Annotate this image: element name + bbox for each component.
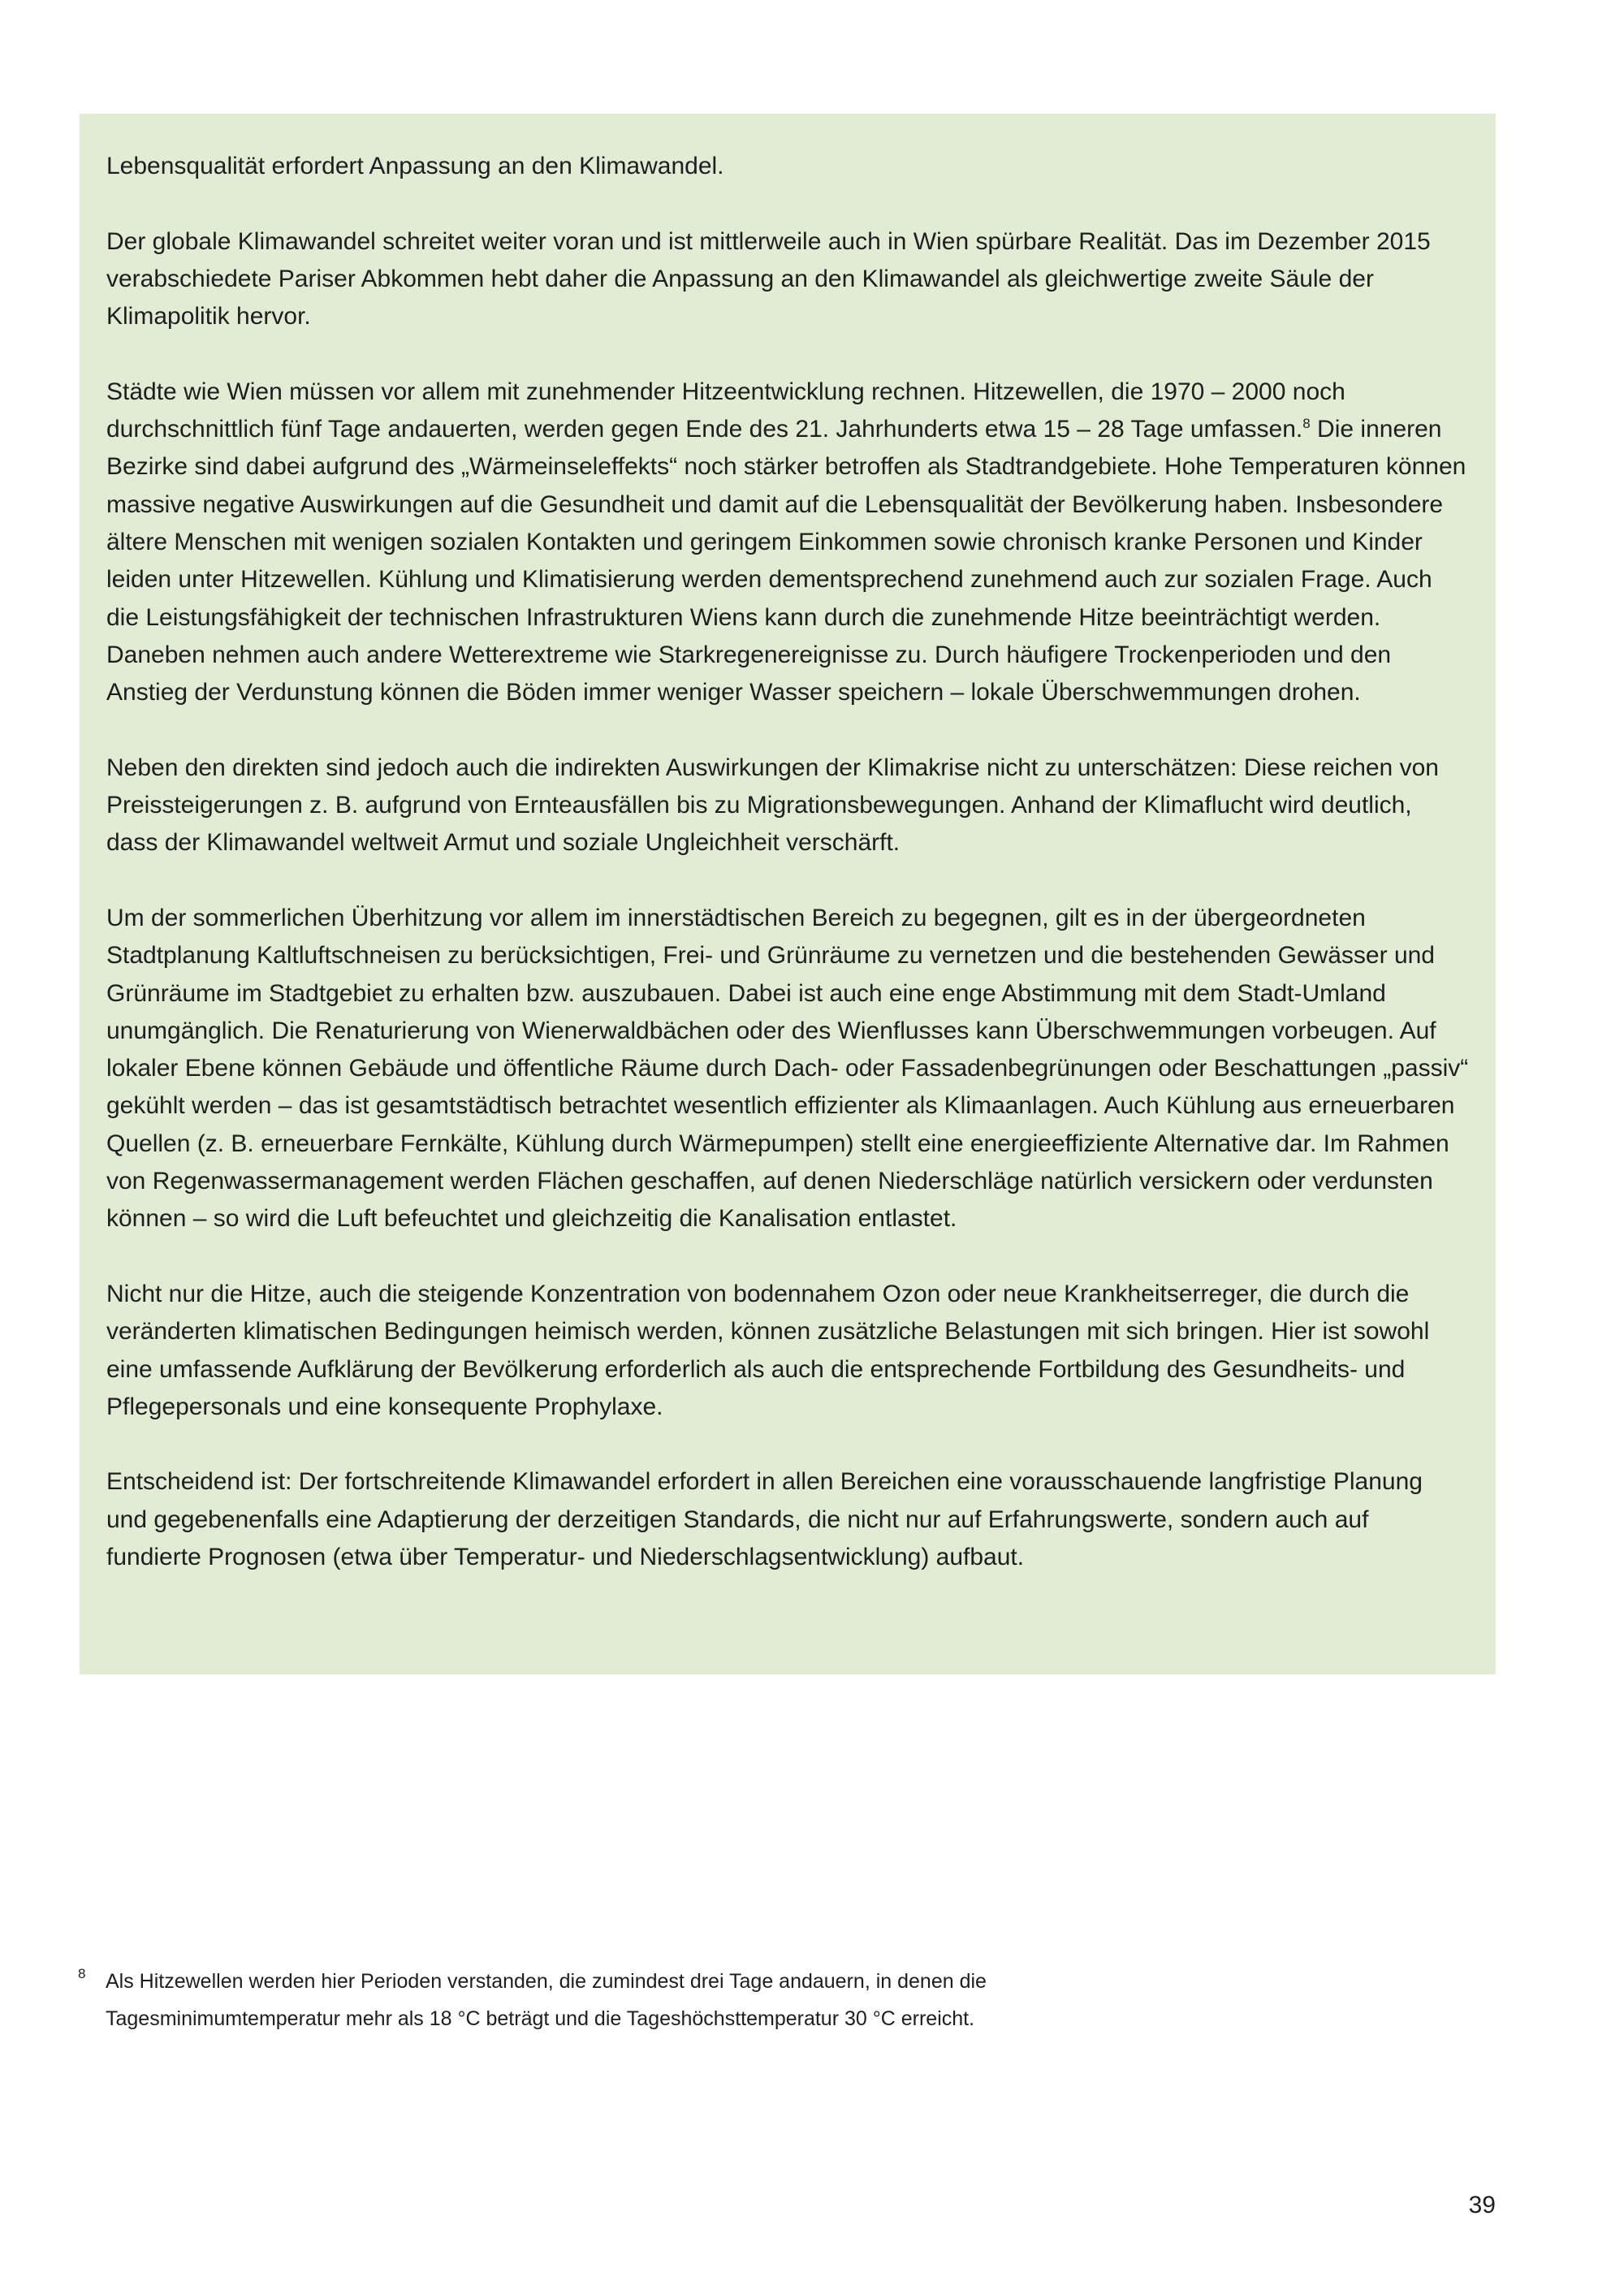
page-number: 39 — [1468, 2192, 1496, 2218]
box-paragraph-1: Der globale Klimawandel schreitet weiter voran und ist mittlerweile auch in Wien spürbare Realität. Das im Dezember 2015 verabschiedete Pariser Abkommen hebt daher die Anpassung an den Klimawandel als gleichwertige zweite Säule der Klimapolitik hervor. — [106, 227, 1431, 330]
box-title: Lebensqualität erfordert Anpassung an den Klimawandel. — [106, 153, 724, 179]
footnote-text: Als Hitzewellen werden hier Perioden verstanden, die zumindest drei Tage andauern, in denen die Tagesminimumtemperatur mehr als 18 °C beträgt und die Tageshöchsttemperatur 30 °C erreicht. — [106, 1970, 987, 2031]
box-paragraph-5: Nicht nur die Hitze, auch die steigende Konzentration von bodennahem Ozon oder neue Krankheitserreger, die durch die veränderten klimatischen Bedingungen heimisch werden, können zusätzliche Belastungen mit sich bringen. Hier ist sowohl eine umfassende Aufklärung der Bevölkerung erforderlich als auch die entsprechende Fortbildung des Gesundheits- und Pflegepersonals und eine konsequente Prophylaxe. — [106, 1280, 1430, 1420]
box-paragraph-4: Um der sommerlichen Überhitzung vor allem im innerstädtischen Bereich zu begegnen, gilt es in der übergeordneten Stadtplanung Kaltluftschneisen zu berücksichtigen, Frei- und Grünräume zu vernetzen und die bestehenden Gewässer und Grünräume im Stadtgebiet zu erhalten bzw. auszubauen. Dabei ist auch eine enge Abstimmung mit dem Stadt-Umland unumgänglich. Die Renaturierung von Wienerwaldbächen oder des Wienflusses kann Überschwemmungen vorbeugen. Auf lokaler Ebene können Gebäude und öffentliche Räume durch Dach- oder Fassadenbegrünungen oder Beschattungen „passiv“ gekühlt werden – das ist gesamtstädtisch betrachtet wesentlich effizienter als Klimaanlagen. Auch Kühlung aus erneuerbaren Quellen (z. B. erneuerbare Fernkälte, Kühlung durch Wärmepumpen) stellt eine energieeffiziente Alternative dar. Im Rahmen von Regenwassermanagement werden Flächen geschaffen, auf denen Niederschläge natürlich versickern oder verdunsten können – so wird die Luft befeuchtet und gleichzeitig die Kanalisation entlastet. — [106, 904, 1469, 1233]
box-paragraph-2 — [106, 374, 1470, 712]
box-paragraph-2-part-2: Die inneren Bezirke sind dabei aufgrund des „Wärmeinseleffekts“ noch stärker betroffen als Stadtrandgebiete. Hohe Temperaturen können massive negative Auswirkungen auf die Gesundheit und damit auf die Lebensqualität der Bevölkerung haben. Insbesondere ältere Menschen mit wenigen sozialen Kontakten und geringem Einkommen sowie chronisch kranke Personen und Kinder leiden unter Hitzewellen. Kühlung und Klimatisierung werden dementsprechend zunehmend auch zur sozialen Frage. Auch die Leistungsfähigkeit der technischen Infrastrukturen Wiens kann durch die zunehmende Hitze beeinträchtigt werden. Daneben nehmen auch andere Wetterextreme wie Starkregenereignisse zu. Durch häufigere Trockenperioden und den Anstieg der Verdunstung können die Böden immer weniger Wasser speichern – lokale Überschwemmungen drohen. — [106, 416, 1466, 706]
box-paragraph-2-part-1: Städte wie Wien müssen vor allem mit zunehmender Hitzeentwicklung rechnen. Hitzewellen, die 1970 – 2000 noch durchschnittlich fünf Tage andauerten, werden gegen Ende des 21. Jahrhunderts etwa 15 – 28 Tage umfassen. — [106, 378, 1345, 443]
box-paragraph-3: Neben den direkten sind jedoch auch die indirekten Auswirkungen der Klimakrise nicht zu unterschätzen: Diese reichen von Preissteigerungen z. B. aufgrund von Ernteausfällen bis zu Migrationsbewegungen. Anhand der Klimaflucht wird deutlich, dass der Klimawandel weltweit Armut und soziale Ungleichheit verschärft. — [106, 754, 1439, 857]
footnote — [78, 1963, 1052, 2038]
footnote-mark: 8 — [78, 1966, 86, 1981]
box-paragraph-6: Entscheidend ist: Der fortschreitende Klimawandel erfordert in allen Bereichen eine vorausschauende langfristige Planung und gegebenenfalls eine Adaptierung der derzeitigen Standards, die nicht nur auf Erfahrungswerte, sondern auch auf fundierte Prognosen (etwa über Temperatur- und Niederschlagsentwicklung) aufbaut. — [106, 1468, 1423, 1570]
footnote-reference[interactable]: 8 — [1302, 416, 1311, 432]
info-box — [80, 114, 1496, 1674]
